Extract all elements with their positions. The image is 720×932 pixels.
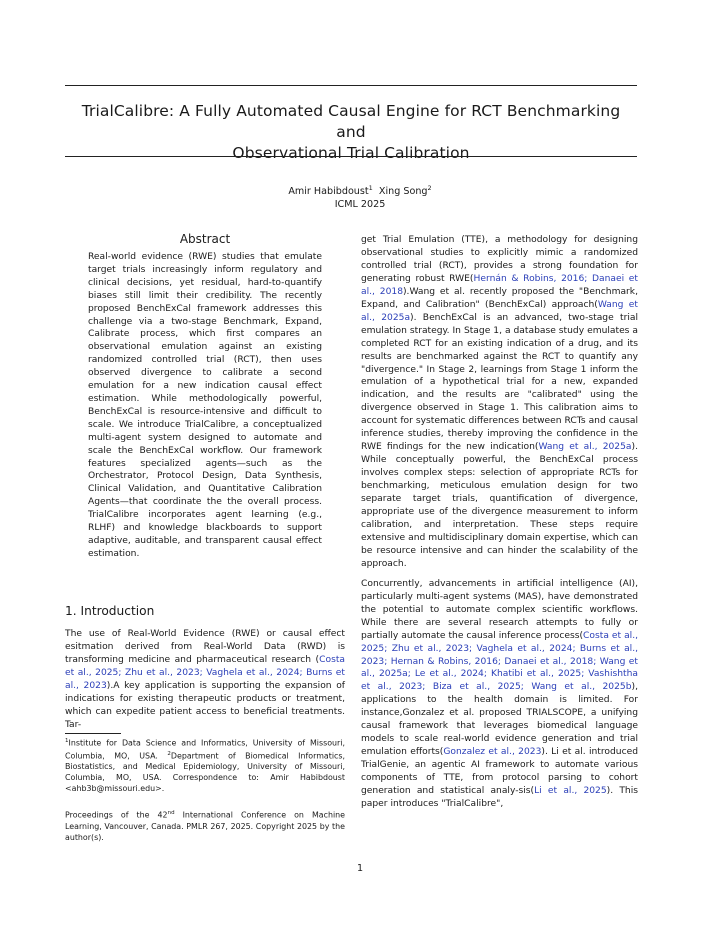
citation-link[interactable]: Costa et al., 2025; Zhu et al., 2023; Vaghela et al., 2024; Burns et al., 2023 bbox=[65, 654, 345, 691]
text-run: ). While conceptually powerful, the BenchExCal process involves complex steps: selection of appropriate RCTs for benchmarking, meticulous emulation design for two separate target trials, quantification of divergence, appropriate use of the divergence measurement to inform calibration, and interpretation. These steps require extensive and multidisciplinary domain expertise, which can be resource intensive and can hinder the scalability of the approach. bbox=[361, 442, 638, 569]
citation-link[interactable]: Gonzalez et al., 2023 bbox=[443, 747, 542, 758]
top-rule bbox=[65, 85, 637, 86]
abstract-text: Real-world evidence (RWE) studies that emulate target trials increasingly inform regulatory and clinical decisions, yet residual, hard-to-quantify biases still limit their credibility. The recently proposed BenchExCal framework addresses this challenge via a two-stage Benchmark, Expand, Calibrate process, which first compares an observational emulation against an existing randomized controlled trial (RCT), then uses observed divergence to calibrate a second emulation for a new indication causal effect estimation. While methodologically powerful, BenchExCal is resource-intensive and difficult to scale. We introduce TrialCalibre, a conceptualized multi-agent system designed to automate and scale the BenchExCal workflow. Our framework features specialized agents—such as the Orchestrator, Protocol Design, Data Synthesis, Clinical Validation, and Quantitative Calibration Agents—that coordinate the the overall process. TrialCalibre incorporates agent learning (e.g., RLHF) and knowledge blackboards to support adaptive, auditable, and transparent causal effect estimation. bbox=[88, 252, 322, 559]
footnote-mark: 1 bbox=[65, 738, 69, 744]
paper-title bbox=[65, 101, 637, 164]
text-run: Institute for Data Science and Informatics, University of Missouri, Columbia, MO, USA. bbox=[65, 738, 345, 761]
citation-link[interactable]: Wang et al., 2025a bbox=[361, 299, 638, 323]
body-paragraph bbox=[361, 578, 638, 811]
text-run: ). BenchExCal is an advanced, two-stage trial emulation strategy. In Stage 1, a database study emulates a completed RCT for an existing indication of a drug, and its results are benchmarked against the RCT to quantify any "divergence." In Stage 2, learnings from Stage 1 inform the emulation of a hypothetical trial for a new, expanded indication, and the results are "calibrated" using the divergence observed in Stage 1. This calibration aims to account for systematic differences between RCTs and causal inference studies, thereby improving the confidence in the RWE findings for the new indication( bbox=[361, 312, 638, 453]
venue: ICML 2025 bbox=[334, 199, 386, 211]
text-run: ). This paper introduces "TrialCalibre", bbox=[361, 786, 638, 809]
ordinal-suffix: nd bbox=[167, 810, 175, 816]
text-run: Department of Biomedical Informatics, Biostatistics, and Medical Epidemiology, University of Missouri, Columbia, MO, USA. Correspondence to: Amir Habibdoust <ahb3b@missouri.edu>. bbox=[65, 751, 345, 794]
text-run: ). Li et al. introduced TrialGenie, an agentic AI framework to automate various components of TTE, from protocol parsing to cohort generation and statistical analy-sis( bbox=[361, 747, 639, 797]
section-heading: 1. Introduction bbox=[65, 604, 155, 618]
abstract-heading: Abstract bbox=[179, 232, 231, 246]
title-bottom-rule bbox=[65, 156, 637, 157]
text-run: ).A key application is supporting the expansion of indications for existing therapeutic products or treatment, which can expedite patient access to beneficial treatments. Tar- bbox=[65, 680, 345, 730]
affiliation-mark: 2 bbox=[427, 184, 432, 192]
text-run: Proceedings of the 42 bbox=[65, 810, 168, 820]
page-number: 1 bbox=[356, 863, 364, 874]
body-paragraph bbox=[361, 234, 638, 571]
title-line-2: Observational Trial Calibration bbox=[232, 144, 470, 162]
citation-link[interactable]: Wang et al., 2025a bbox=[538, 442, 632, 453]
affiliation-footnote bbox=[65, 736, 345, 794]
citation-link[interactable]: Hernán & Robins, 2016; Danaei et al., 2018 bbox=[361, 273, 638, 297]
intro-paragraph bbox=[65, 628, 345, 732]
title-line-1: TrialCalibre: A Fully Automated Causal Engine for RCT Benchmarking and bbox=[81, 102, 621, 141]
footnote-rule bbox=[65, 733, 121, 734]
text-run: ).Wang et al. recently proposed the "Benchmark, Expand, and Calibration" (BenchExCal) approach( bbox=[361, 286, 638, 310]
text-run: Concurrently, advancements in artificial intelligence (AI), particularly multi-agent systems (MAS), have demonstrated the potential to automate complex scientific workflows. While there are several research attempts to fully or partially automate the causal inference process( bbox=[361, 578, 638, 641]
citation-link[interactable]: Costa et al., 2025; Zhu et al., 2023; Vaghela et al., 2024; Burns et al., 2023; Hernan & Robins, 2016; Danaei et al., 2018; Wang et al., 2025a; Le et al., 2024; Khatibi et al., 2025; Vashishtha et al., 2023; Biza et al., 2025; Wang et al., 2025b bbox=[361, 630, 638, 693]
author-name: Amir Habibdoust bbox=[288, 186, 369, 198]
text-run: The use of Real-World Evidence (RWE) or causal effect esitmation derived from Real-World Data (RWD) is transforming medicine and pharmaceutical research ( bbox=[65, 629, 345, 665]
author-name: Xing Song bbox=[378, 186, 428, 198]
text-run: International Conference on Machine Learning, Vancouver, Canada. PMLR 267, 2025. Copyright 2025 by the author(s). bbox=[65, 810, 345, 842]
proceedings-note bbox=[65, 808, 345, 843]
right-column bbox=[361, 234, 638, 811]
footnote-mark: 2 bbox=[167, 750, 171, 757]
text-run: ), applications to the health domain is limited. For instance,Gonzalez et al. proposed TRIALSCOPE, a unifying causal framework that leverages biomedical language models to scale real-world evidence generation and trial emulation efforts( bbox=[361, 682, 638, 758]
text-run: get Trial Emulation (TTE), a methodology for designing observational studies to explicitly mimic a randomized controlled trial (RCT), provides a strong foundation for generating robust RWE( bbox=[361, 235, 638, 284]
author-block bbox=[0, 182, 720, 211]
affiliation-mark: 1 bbox=[368, 184, 373, 192]
citation-link[interactable]: Li et al., 2025 bbox=[534, 786, 607, 797]
